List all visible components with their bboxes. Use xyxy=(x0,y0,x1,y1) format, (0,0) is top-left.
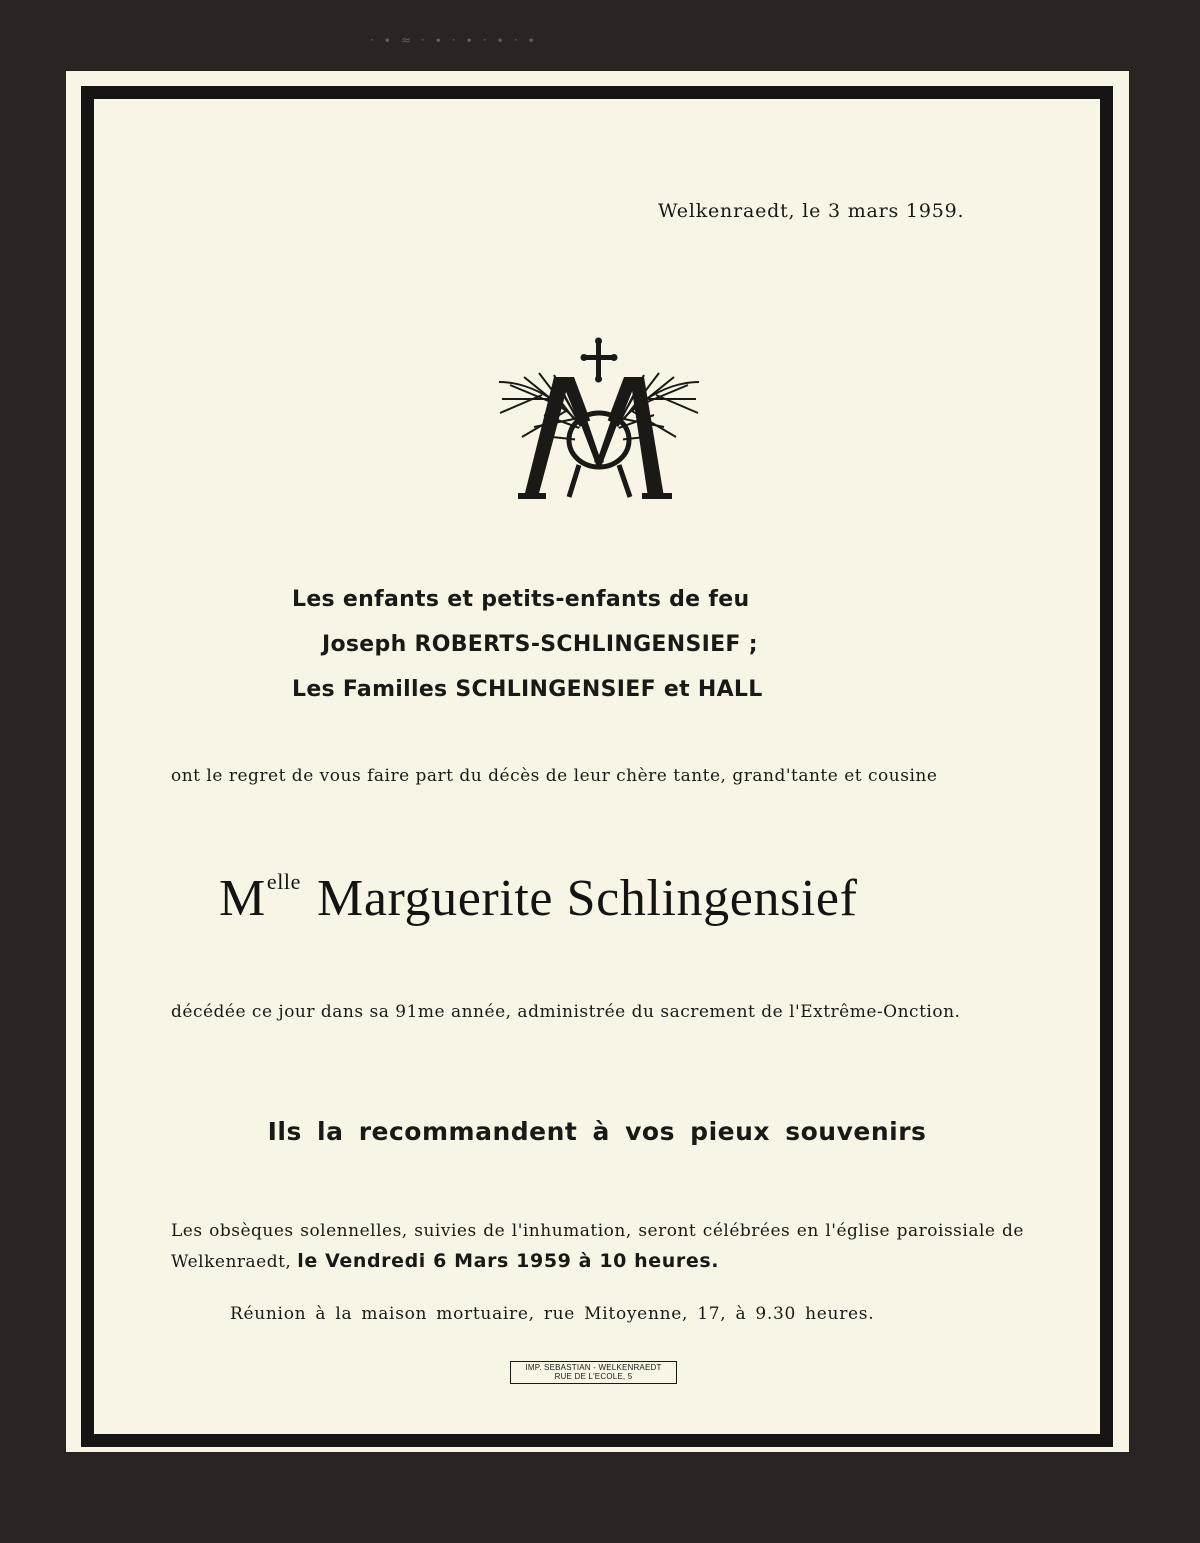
funeral-date-time: le Vendredi 6 Mars 1959 à 10 heures. xyxy=(297,1250,720,1272)
meeting-details: Réunion à la maison mortuaire, rue Mitoyenne, 17, à 9.30 heures. xyxy=(230,1304,875,1324)
funeral-intro: Les obsèques solennelles, suivies de l'inhumation, seront célébrées en l'église paroissiale de Welkenraedt, xyxy=(171,1221,1024,1272)
printer-address: RUE DE L'ECOLE, 5 xyxy=(554,1372,633,1381)
family-line-children: Les enfants et petits-enfants de feu xyxy=(292,587,750,612)
marian-monogram-palm-cross-icon xyxy=(494,337,704,502)
title-superscript: elle xyxy=(266,869,301,894)
printer-imprint xyxy=(510,1361,677,1384)
deceased-name: Marguerite Schlingensief xyxy=(317,870,858,927)
families-block xyxy=(292,577,912,712)
scan-artifact-marks: · ∙ ≈ ⋅ ∙ ⋅ ∙ ⋅ ∙ ⋅ ∙ xyxy=(370,33,538,47)
printer-name: IMP. SEBASTIAN - WELKENRAEDT xyxy=(525,1363,662,1372)
title-main: M xyxy=(219,870,266,927)
regret-announcement: ont le regret de vous faire part du décès de leur chère tante, grand'tante et cousine xyxy=(171,766,938,786)
deceased-name-heading xyxy=(219,869,1039,928)
card-content xyxy=(94,99,1100,1434)
family-line-families: Les Familles SCHLINGENSIEF et HALL xyxy=(292,677,763,702)
family-line-joseph: Joseph ROBERTS-SCHLINGENSIEF ; xyxy=(322,632,758,657)
death-detail: décédée ce jour dans sa 91me année, administrée du sacrement de l'Extrême-Onction. xyxy=(171,1002,961,1022)
place-date: Welkenraedt, le 3 mars 1959. xyxy=(658,200,965,222)
funeral-details xyxy=(171,1216,1024,1277)
recommendation-line: Ils la recommandent à vos pieux souvenirs xyxy=(267,1117,927,1146)
mourning-card xyxy=(66,71,1129,1452)
